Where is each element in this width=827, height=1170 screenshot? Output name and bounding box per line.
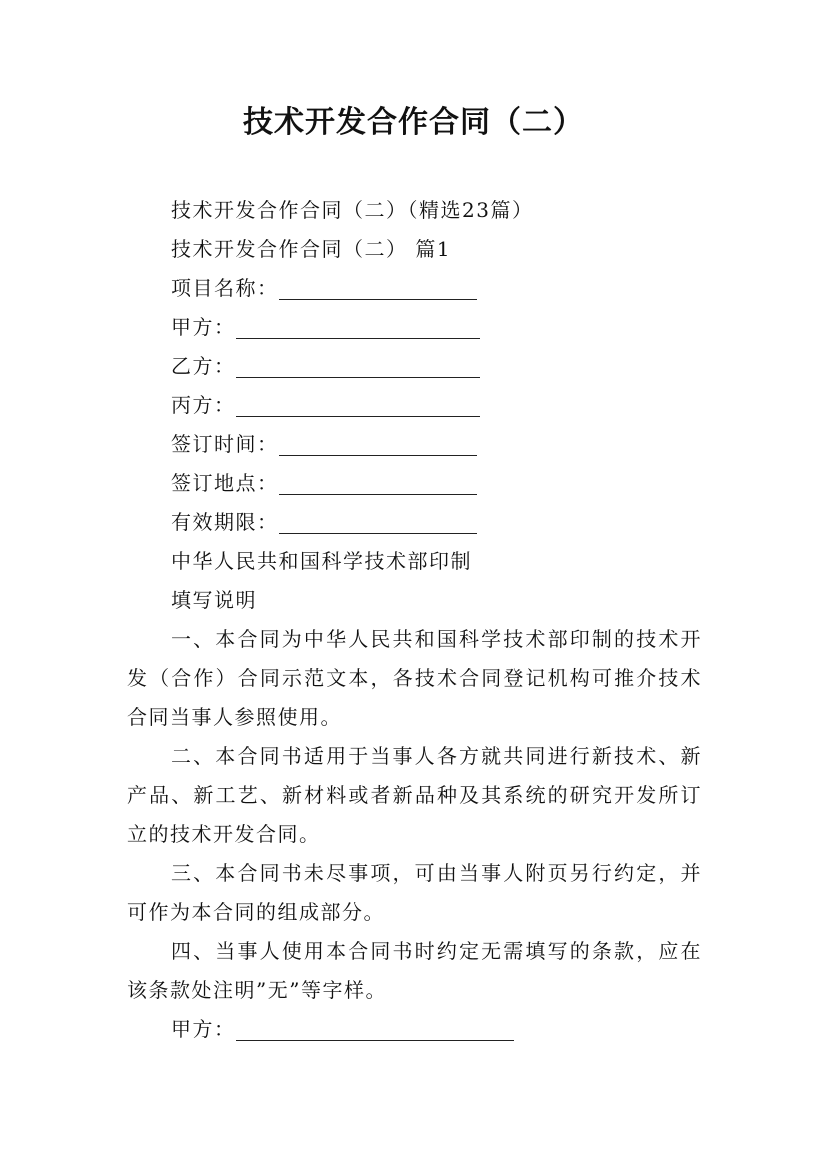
document-title: 技术开发合作合同（二） — [243, 105, 584, 140]
field-sign-place — [127, 464, 702, 503]
document-body — [127, 191, 702, 1049]
field-label: 丙方： — [171, 393, 236, 417]
instructions-heading: 填写说明 — [171, 588, 257, 612]
field-label: 乙方： — [171, 354, 236, 378]
field-label: 甲方： — [171, 315, 236, 339]
field-sign-time — [127, 425, 702, 464]
field-party-c — [127, 386, 702, 425]
blank-line — [279, 509, 477, 534]
field-label: 签订时间： — [171, 432, 279, 456]
section-heading: 技术开发合作合同（二） 篇1 — [171, 237, 452, 261]
field-party-a — [127, 308, 702, 347]
field-project-name — [127, 269, 702, 308]
instruction-paragraph-2: 二、本合同书适用于当事人各方就共同进行新技术、新产品、新工艺、新材料或者新品种及其系统的研究开发所订立的技术开发合同。 — [127, 744, 702, 846]
blank-line — [236, 1016, 514, 1041]
field-validity — [127, 503, 702, 542]
document-subtitle: 技术开发合作合同（二）（精选23篇） — [171, 198, 534, 222]
field-label: 项目名称： — [171, 276, 279, 300]
blank-line — [236, 392, 480, 417]
blank-line — [236, 353, 480, 378]
field-label: 有效期限： — [171, 510, 279, 534]
issuer-text: 中华人民共和国科学技术部印制 — [171, 549, 472, 573]
field-label: 签订地点： — [171, 471, 279, 495]
blank-line — [279, 470, 477, 495]
instruction-paragraph-1: 一、本合同为中华人民共和国科学技术部印制的技术开发（合作）合同示范文本，各技术合同登记机构可推介技术合同当事人参照使用。 — [127, 627, 702, 729]
instruction-paragraph-4: 四、当事人使用本合同书时约定无需填写的条款，应在该条款处注明”无”等字样。 — [127, 939, 702, 1002]
field-party-a-signature — [127, 1010, 702, 1049]
field-label: 甲方： — [171, 1017, 236, 1041]
blank-line — [279, 275, 477, 300]
blank-line — [279, 431, 477, 456]
instruction-paragraph-3: 三、本合同书未尽事项，可由当事人附页另行约定，并可作为本合同的组成部分。 — [127, 861, 702, 924]
field-party-b — [127, 347, 702, 386]
blank-line — [236, 314, 480, 339]
